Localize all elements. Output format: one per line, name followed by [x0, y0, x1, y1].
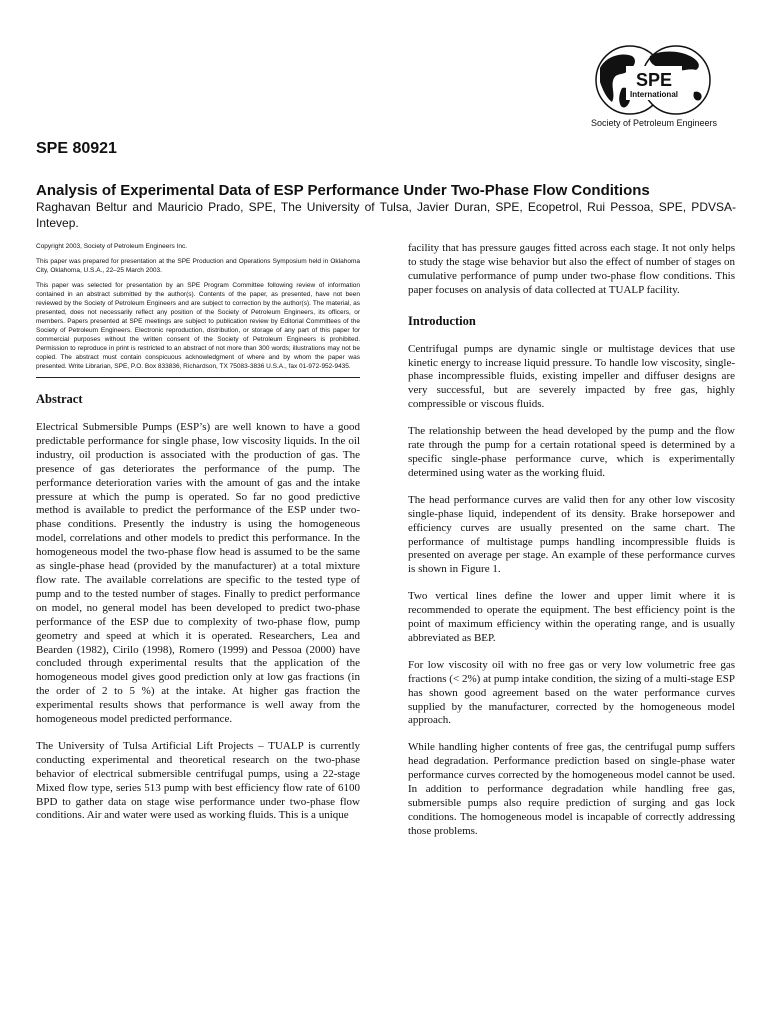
abstract-heading: Abstract	[36, 392, 83, 406]
introduction-paragraph: The relationship between the head developed by the pump and the flow rate through the pump for a certain rotational speed is determined by a specific single-phase performance curve, which is experimentally determined using water as the working fluid.	[408, 425, 735, 479]
globe-icon	[578, 42, 730, 118]
left-column	[36, 242, 360, 836]
logo-caption: Society of Petroleum Engineers	[590, 118, 718, 128]
introduction-paragraph: For low viscosity oil with no free gas or very low volumetric free gas fractions (< 2%) at pump intake condition, the sizing of a multi-stage ESP has shown good agreement based on the water performance curves supplied by the manufacturer, corrected by the homogeneous model approach.	[408, 658, 735, 727]
svg-text:International: International	[629, 90, 679, 99]
spe-logo	[578, 42, 730, 132]
author-line: Raghavan Beltur and Mauricio Prado, SPE, The University of Tulsa, Javier Duran, SPE, Ecopetrol, Rui Pessoa, SPE, PDVSA-Intevep.	[36, 200, 736, 230]
introduction-paragraph: Two vertical lines define the lower and upper limit where it is recommended to operate the equipment. The best efficiency point is the point of maximum efficiency within the operating range, and is usually abbreviated as BEP.	[408, 590, 735, 644]
abstract-continuation: facility that has pressure gauges fitted across each stage. It not only helps to study the stage wise behavior but also the effect of number of stages on cumulative performance of pump under two-phase flow conditions. This paper focuses on analysis of data collected at TUALP facility.	[408, 242, 735, 296]
right-column	[408, 242, 735, 852]
svg-text:SPE: SPE	[635, 70, 673, 90]
copyright-divider	[36, 377, 360, 378]
paper-id: SPE 80921	[36, 140, 117, 157]
symposium-note: This paper was prepared for presentation at the SPE Production and Operations Symposium held in Oklahoma City, Oklahoma, U.S.A., 22–25 March 2003.	[36, 258, 360, 274]
abstract-paragraph: The University of Tulsa Artificial Lift Projects – TUALP is currently conducting experimental and theoretical research on the two-phase behavior of electrical submersible centrifugal pumps, using a 22-stage Mixed flow type, series 513 pump with best efficiency flow rate of 6100 BPD to gather data on stage wise performance under two-phase flow conditions. Air and water were used as working fluids. This is a unique	[36, 739, 360, 822]
introduction-paragraph: While handling higher contents of free gas, the centrifugal pump suffers head degradation. Performance prediction based on single-phase water performance curves corrected by the homogeneous model cannot be used. In addition to performance degradation while handling free gas, submersible pumps also require prediction of surging and gas lock conditions. The homogeneous model is incapable of correctly addressing those problems.	[408, 741, 735, 837]
introduction-paragraph: Centrifugal pumps are dynamic single or multistage devices that use kinetic energy to increase liquid pressure. To handle low viscosity, single-phase incompressible fluids, existing impeller and diffuser designs are very successful, but are severely impacted by free gas, highly compressible or viscous fluids.	[408, 342, 735, 411]
paper-title: Analysis of Experimental Data of ESP Performance Under Two-Phase Flow Conditions	[36, 182, 650, 199]
introduction-heading: Introduction	[408, 313, 476, 328]
introduction-paragraph: The head performance curves are valid then for any other low viscosity single-phase liquid, independent of its density. Brake horsepower and efficiency curves are usually presented on the same chart. The performance of multistage pumps handling incompressible fluids is presented on average per stage. An example of these performance curves is shown in Figure 1.	[408, 493, 735, 576]
abstract-paragraph: Electrical Submersible Pumps (ESP’s) are well known to have a good predictable performance for single phase, low viscosity liquids. In the oil industry, oil production is associated with the production of gas. The presence of gas deteriorates the performance of the pump. The performance deterioration varies with the amount of gas and the intake pressure at which the pump is operated. So far no good predictive method is available to predict the performance of the ESP under two-phase conditions. Presently the industry is using the homogeneous model, correlations and other models to predict this performance. In the homogeneous model the two-phase flow head is assumed to be the same as single-phase head (provided by the manufacturer) at a total mixture flow rate. The available correlations are specific to the tested type of pump and to the tested number of stages. Finally to predict performance on model, no general model has been developed to predict two-phase performance of the ESP due to complexity of two-phase flow, pump geometry and speed at which it is operated. Researchers, Lea and Bearden (1982), Cirilo (1998), Romero (1999) and Pessoa (2000) have concluded through experimental results that the application of the homogeneous model gives good prediction only at low gas fractions (in the order of 2 to 5 %) at the intake. At higher gas fraction the experimental results shows that performance is well away from the homogeneous model predicted performance.	[36, 421, 360, 726]
copyright-notice: Copyright 2003, Society of Petroleum Engineers Inc.	[36, 243, 188, 250]
review-disclaimer: This paper was selected for presentation by an SPE Program Committee following review of information contained in an abstract submitted by the author(s). Contents of the paper, as presented, have not been reviewed by the Society of Petroleum Engineers and are subject to correction by the author(s). The material, as presented, does not necessarily reflect any position of the Society of Petroleum Engineers, its officers, or members. Papers presented at SPE meetings are subject to publication review by Editorial Committees of the Society of Petroleum Engineers. Electronic reproduction, distribution, or storage of any part of this paper for commercial purposes without the written consent of the Society of Petroleum Engineers is prohibited. Permission to reproduce in print is restricted to an abstract of not more than 300 words; illustrations may not be copied. The abstract must contain conspicuous acknowledgment of where and by whom the paper was presented. Write Librarian, SPE, P.O. Box 833836, Richardson, TX 75083-3836 U.S.A., fax 01-972-952-9435.	[36, 282, 360, 370]
